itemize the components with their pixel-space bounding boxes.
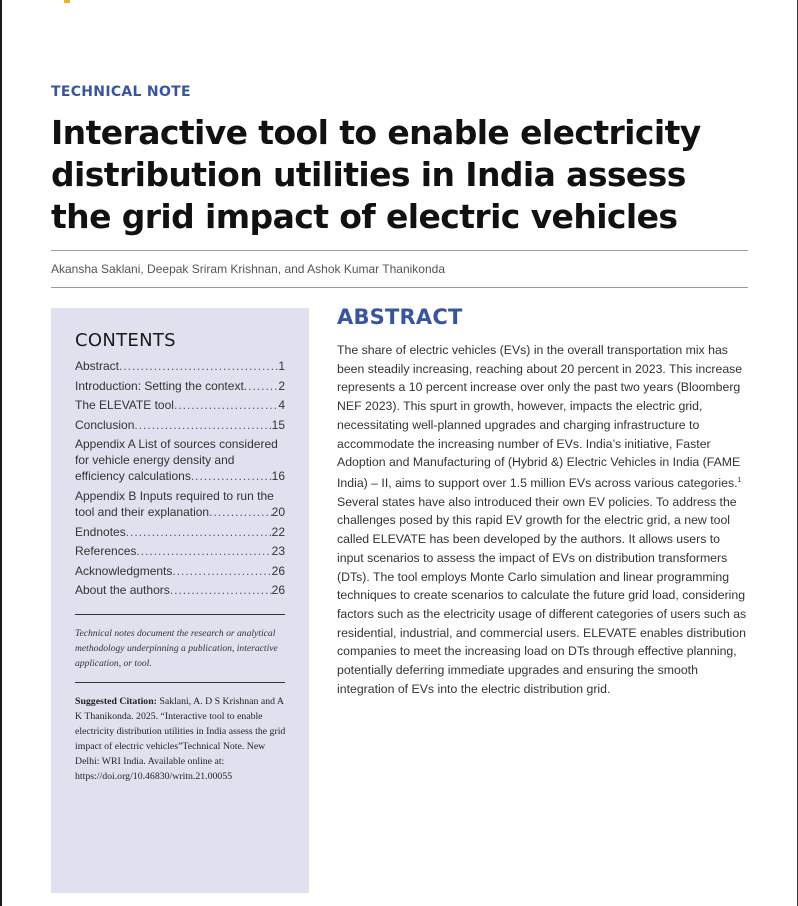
toc-item-acknowledgments[interactable]: Acknowledgments ..... 26 [75, 563, 285, 579]
suggested-citation [75, 694, 289, 784]
top-accent-mark [64, 0, 70, 3]
title-divider [51, 250, 748, 251]
document-kicker: TECHNICAL NOTE [51, 84, 191, 100]
toc-item-endnotes[interactable]: Endnotes ..... 22 [75, 524, 285, 540]
contents-heading: CONTENTS [75, 330, 176, 351]
note-divider [75, 682, 285, 683]
authors-divider [51, 287, 748, 288]
abstract-text-part-1: The share of electric vehicles (EVs) in the overall transportation mix has been steadily increasing, reaching about 20 percent in 2023. This increase represents a 10 percent increase over only the past two years (Bloomberg NEF 2023). This spurt in growth, however, impacts the electric grid, necessitating well-planned upgrades and charging infrastructure to accommodate the increasing number of EVs. India’s initiative, Faster Adoption and Manufacturing of (Hybrid &) Electric Vehicles in India (FAME India) – II, aims to support over 1.5 million EVs across various categories. [337, 343, 743, 491]
toc-item-conclusion[interactable]: Conclusion ..... 15 [75, 417, 285, 433]
toc-item-introduction[interactable]: Introduction: Setting the context ..... 2 [75, 378, 285, 394]
toc-item-about-authors[interactable]: About the authors ..... 26 [75, 582, 285, 598]
toc-item-appendix-a[interactable]: Appendix A List of sources considered for vehicle energy density and efficiency calculations ..... 16 [75, 436, 285, 484]
page-left-edge [0, 0, 2, 906]
contents-list [75, 358, 285, 602]
abstract-heading: ABSTRACT [337, 305, 463, 329]
abstract-body [337, 341, 749, 698]
toc-item-abstract[interactable]: Abstract ..... 1 [75, 358, 285, 374]
endnote-reference[interactable]: 1 [737, 476, 742, 484]
abstract-text-part-2: Several states have also introduced their own EV policies. To address the challenges posed by this rapid EV growth for the electric grid, a new tool called ELEVATE has been developed by the authors. It allows users to input scenarios to assess the impact of EVs on distribution transformers (DTs). The tool employs Monte Carlo simulation and linear programming techniques to create scenarios to calculate the future grid load, considering factors such as the electricity usage of different categories of users such as residential, industrial, and commercial users. ELEVATE enables distribution companies to meet the increasing load on DTs through effective planning, potentially deferring immediate upgrades and ensuring the smooth integration of EVs into the electric distribution grid. [337, 494, 747, 696]
citation-text: Saklani, A. D S Krishnan and A K Thanikonda. 2025. “Interactive tool to enable electricity distribution utilities in India assess the grid impact of electric vehicles”Technical Note. New Delhi: WRI India. Available online at: https://doi.org/10.46830/writn.21.00055 [75, 696, 286, 782]
contents-panel [51, 308, 309, 893]
toc-item-appendix-b[interactable]: Appendix B Inputs required to run the tool and their explanation ..... 20 [75, 488, 285, 520]
toc-item-elevate-tool[interactable]: The ELEVATE tool ..... 4 [75, 397, 285, 413]
author-list: Akansha Saklani, Deepak Sriram Krishnan, and Ashok Kumar Thanikonda [51, 262, 446, 276]
document-title: Interactive tool to enable electricity distribution utilities in India assess the grid impact of electric vehicles [51, 113, 701, 236]
contents-divider [75, 614, 285, 615]
toc-item-references[interactable]: References ..... 23 [75, 543, 285, 559]
technical-note-description: Technical notes document the research or analytical methodology underpinning a publication, interactive application, or tool. [75, 628, 278, 669]
citation-label: Suggested Citation: [75, 696, 157, 707]
